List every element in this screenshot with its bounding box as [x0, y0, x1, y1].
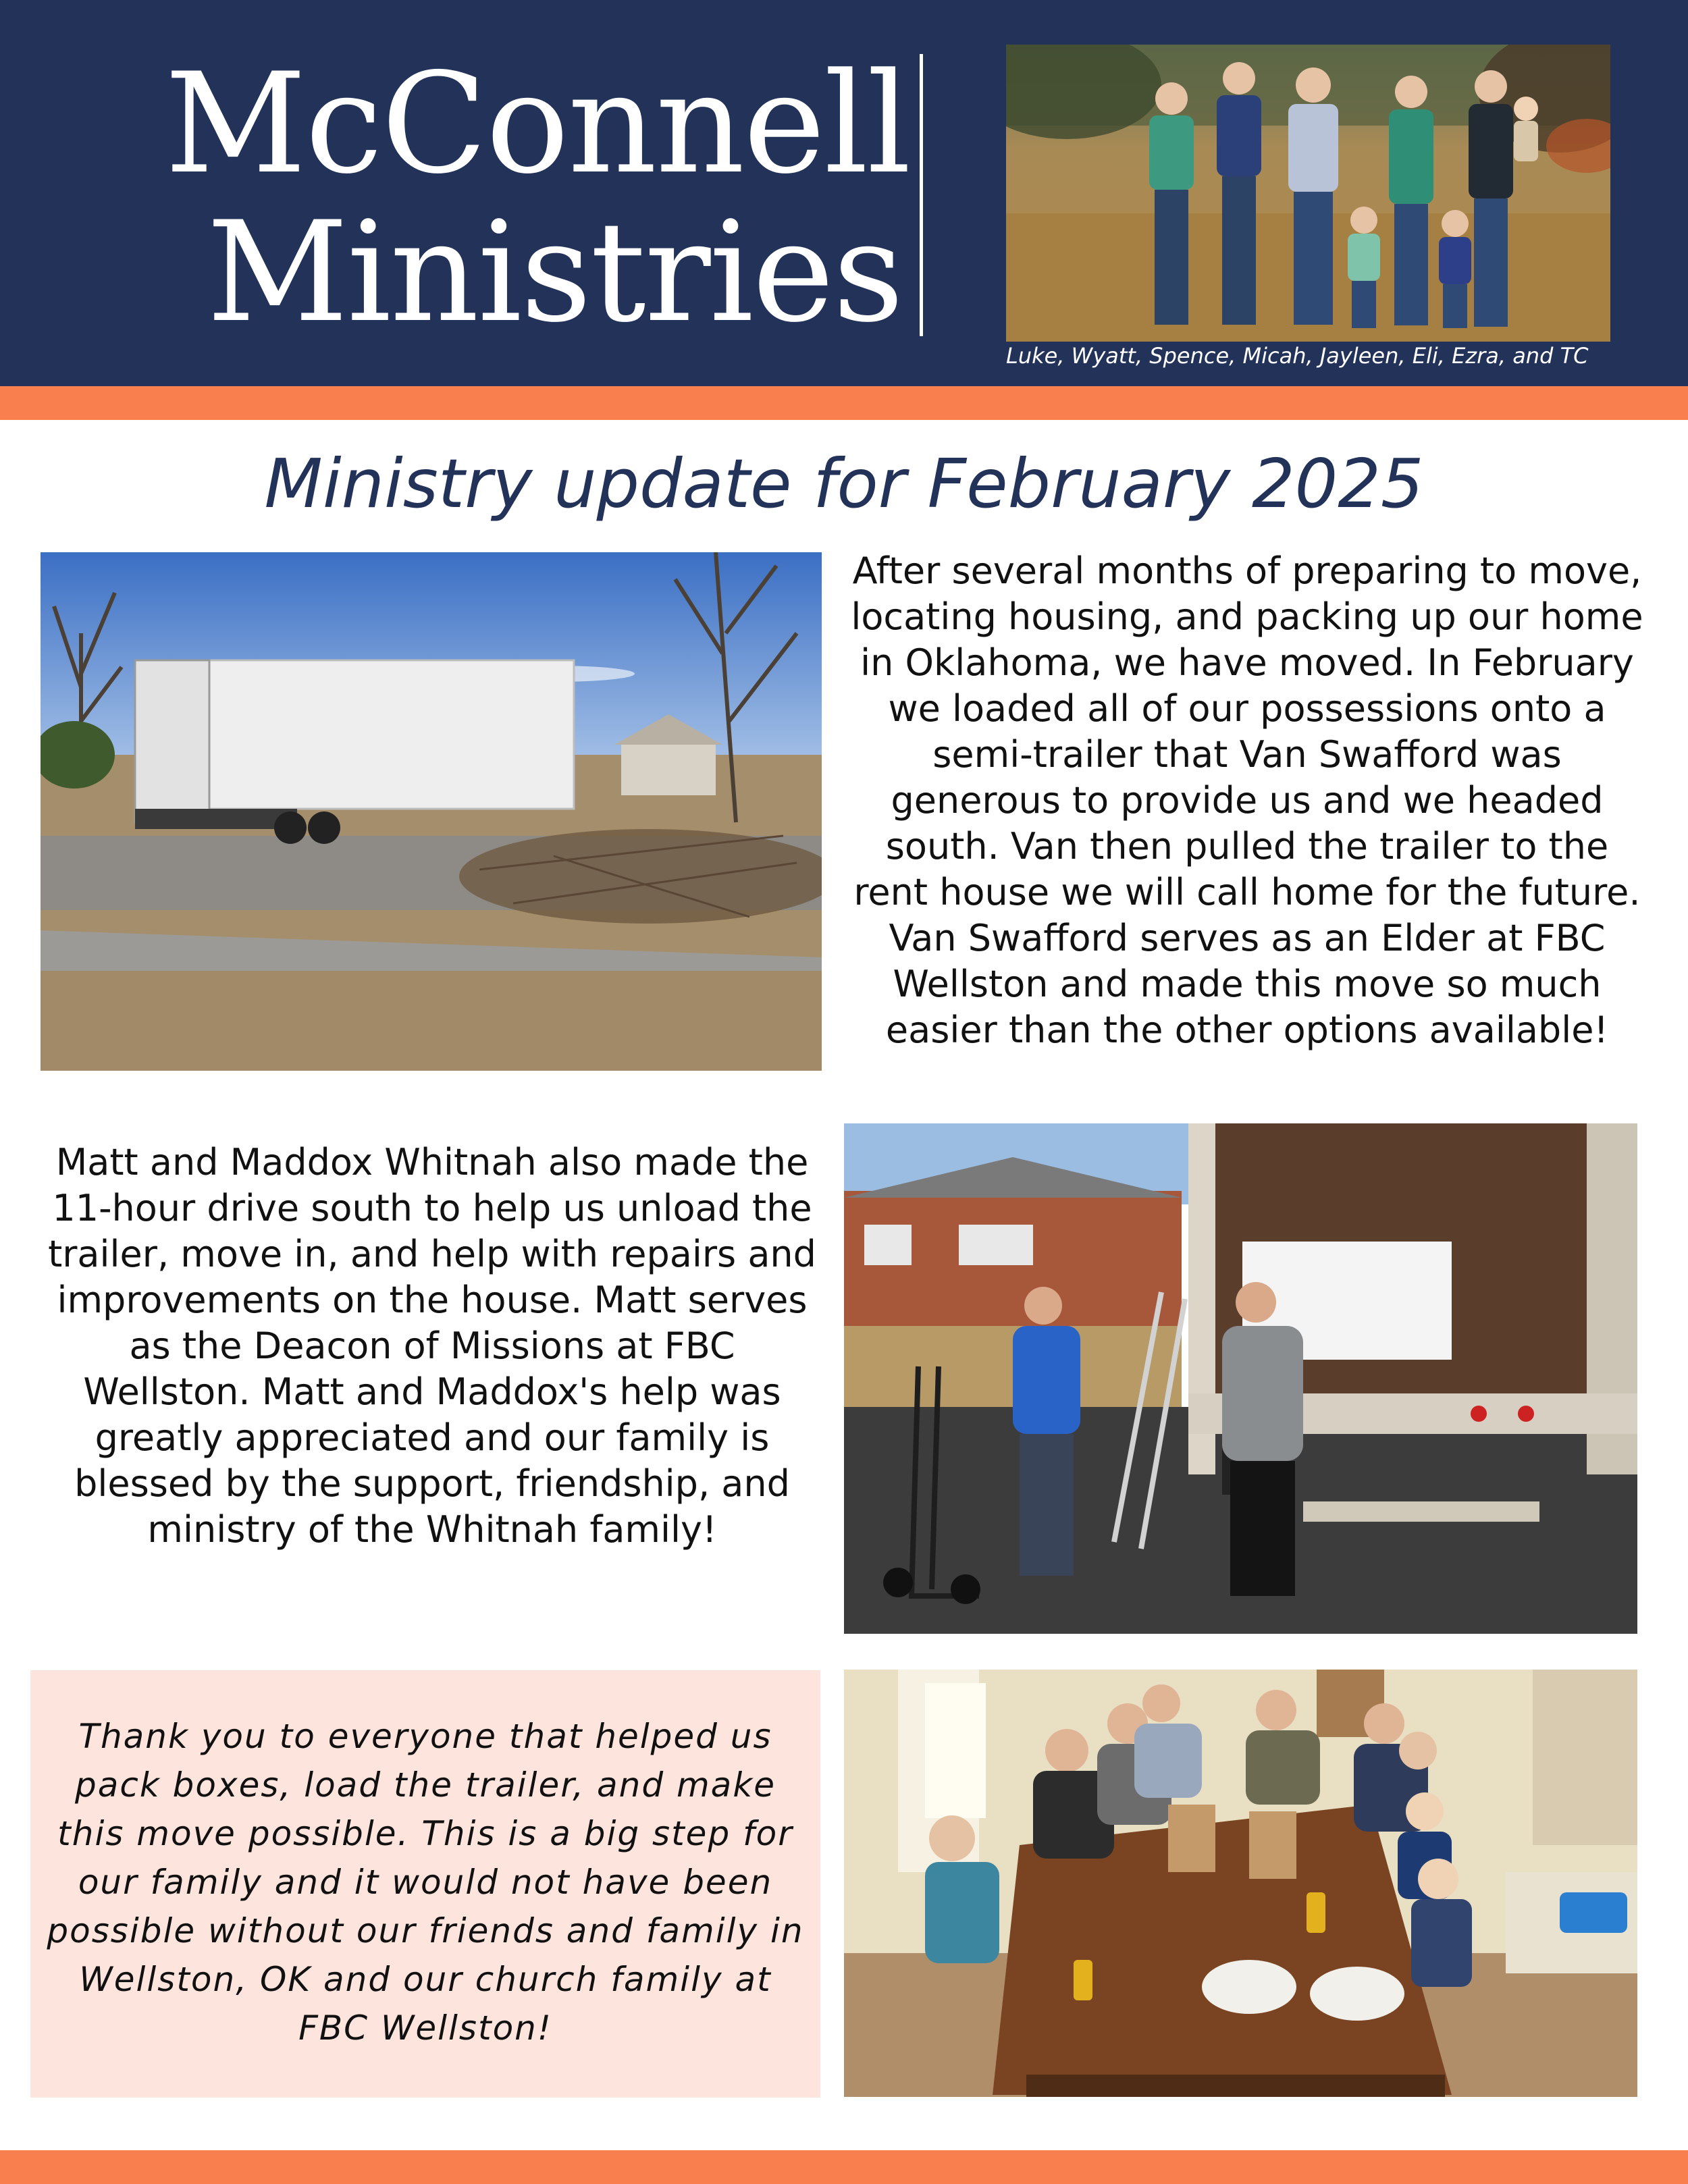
thank-you-paragraph: Thank you to everyone that helped us pack boxes, load the trailer, and make this move possible. This is a big step for our family and it would not have been possible without our friends and family in Wellston, OK and our church family at FBC Wellston! [47, 1717, 804, 2048]
ministry-title-line2: Ministries [207, 192, 903, 353]
unloading-photo [844, 1123, 1637, 1634]
trailer-photo [41, 552, 822, 1071]
family-photo [1006, 45, 1610, 342]
move-paragraph: After several months of preparing to move, locating housing, and packing up our home in Oklahoma, we have moved. In February we loaded all of our possessions onto a semi-trailer that Van Swafford was generous to provide us and we headed south. Van then pulled the trailer to the rent house we will call home for the future. Van Swafford serves as an Elder at FBC Wellston and made this move so much easier than the other options available! [851, 550, 1643, 1051]
family-photo-caption: Luke, Wyatt, Spence, Micah, Jayleen, Eli, Ezra, and TC [1006, 343, 1589, 369]
orange-accent-bar [0, 386, 1688, 420]
header-divider [920, 54, 923, 336]
meal-photo [844, 1670, 1637, 2097]
orange-footer-bar [0, 2150, 1688, 2184]
update-heading: Ministry update for February 2025 [264, 444, 1424, 523]
ministry-title-line1: McConnell [165, 44, 910, 205]
whitnah-paragraph: Matt and Maddox Whitnah also made the 11-hour drive south to help us unload the trailer, move in, and help with repairs and improvements on the house. Matt serves as the Deacon of Missions at FBC Wellston. Matt and Maddox's help was greatly appreciated and our family is blessed by the support, friendship, and ministry of the Whitnah family! [48, 1141, 816, 1551]
